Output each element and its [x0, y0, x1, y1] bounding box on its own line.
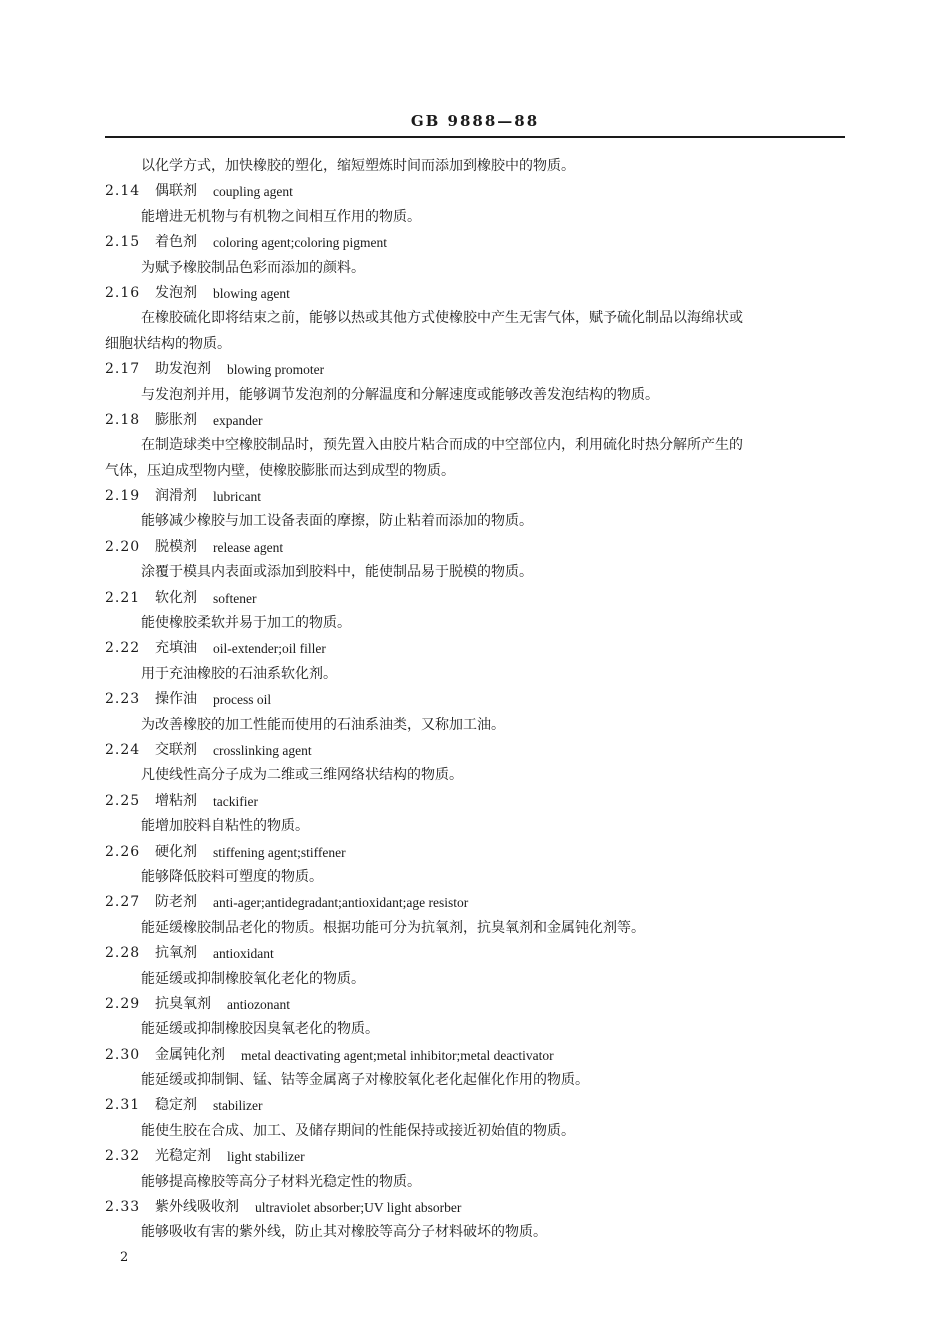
term-entry [105, 1093, 845, 1118]
term-chinese: 助发泡剂 [155, 361, 211, 378]
term-number: 2.14 [105, 183, 141, 200]
term-entry [105, 230, 845, 255]
term-number: 2.25 [105, 792, 141, 809]
term-number: 2.22 [105, 640, 141, 657]
term-chinese: 充填油 [155, 640, 197, 657]
term-definition: 能使生胶在合成、加工、及储存期间的性能保持或接近初始值的物质。 [141, 1122, 575, 1139]
term-list [105, 179, 845, 1245]
term-chinese: 交联剂 [155, 741, 197, 758]
term-number: 2.32 [105, 1148, 141, 1165]
term-chinese: 紫外线吸收剂 [155, 1199, 239, 1216]
term-chinese: 操作油 [155, 691, 197, 708]
term-definition: 与发泡剂并用，能够调节发泡剂的分解温度和分解速度或能够改善发泡结构的物质。 [141, 386, 659, 403]
term-definition: 用于充油橡胶的石油系软化剂。 [141, 665, 337, 682]
term-english: blowing agent [213, 285, 290, 301]
term-english: metal deactivating agent;metal inhibitor;metal deactivator [241, 1047, 554, 1063]
term-entry [105, 992, 845, 1017]
term-chinese: 硬化剂 [155, 843, 197, 860]
term-chinese: 金属钝化剂 [155, 1046, 225, 1063]
term-chinese: 增粘剂 [155, 792, 197, 809]
term-entry [105, 1195, 845, 1220]
term-definition: 能延缓橡胶制品老化的物质。根据功能可分为抗氧剂，抗臭氧剂和金属钝化剂等。 [141, 919, 645, 936]
term-definition: 能使橡胶柔软并易于加工的物质。 [141, 615, 351, 632]
term-definition: 涂覆于模具内表面或添加到胶料中，能使制品易于脱模的物质。 [141, 564, 533, 581]
term-chinese: 发泡剂 [155, 284, 197, 301]
term-entry [105, 840, 845, 865]
term-definition: 能延缓或抑制橡胶因臭氧老化的物质。 [141, 1021, 379, 1038]
term-english: crosslinking agent [213, 742, 312, 758]
term-english: blowing promoter [227, 362, 325, 378]
term-definition: 能够减少橡胶与加工设备表面的摩擦，防止粘着而添加的物质。 [141, 513, 533, 530]
term-entry [105, 281, 845, 306]
document-body [105, 154, 845, 1246]
term-chinese: 着色剂 [155, 234, 197, 251]
term-chinese: 抗臭氧剂 [155, 995, 211, 1012]
term-definition: 在橡胶硫化即将结束之前，能够以热或其他方式使橡胶中产生无害气体，赋予硫化制品以海绵状或 [141, 310, 743, 327]
term-chinese: 膨胀剂 [155, 411, 197, 428]
term-entry [105, 738, 845, 763]
term-english: oil-extender;oil filler [213, 641, 326, 657]
term-english: softener [213, 590, 257, 606]
term-number: 2.24 [105, 741, 141, 758]
term-chinese: 抗氧剂 [155, 945, 197, 962]
term-definition: 能增进无机物与有机物之间相互作用的物质。 [141, 208, 421, 225]
term-chinese: 软化剂 [155, 589, 197, 606]
term-number: 2.20 [105, 538, 141, 555]
term-english: light stabilizer [227, 1149, 305, 1165]
term-definition: 在制造球类中空橡胶制品时，预先置入由胶片粘合而成的中空部位内，利用硫化时热分解所产生的 [141, 437, 743, 454]
term-chinese: 光稳定剂 [155, 1148, 211, 1165]
term-entry [105, 586, 845, 611]
term-number: 2.26 [105, 843, 141, 860]
term-english: expander [213, 412, 263, 428]
term-entry [105, 687, 845, 712]
term-number: 2.29 [105, 995, 141, 1012]
term-entry [105, 789, 845, 814]
term-number: 2.30 [105, 1046, 141, 1063]
term-entry [105, 535, 845, 560]
header-rule [105, 136, 845, 138]
intro-text: 以化学方式，加快橡胶的塑化，缩短塑炼时间而添加到橡胶中的物质。 [141, 158, 575, 174]
term-definition: 凡使线性高分子成为二维或三维网络状结构的物质。 [141, 767, 463, 784]
term-chinese: 脱模剂 [155, 538, 197, 555]
term-english: anti-ager;antidegradant;antioxidant;age resistor [213, 895, 469, 911]
term-number: 2.21 [105, 589, 141, 606]
term-number: 2.27 [105, 894, 141, 911]
term-entry [105, 941, 845, 966]
term-definition: 能延缓或抑制铜、锰、钴等金属离子对橡胶氧化老化起催化作用的物质。 [141, 1072, 589, 1089]
term-definition: 能够吸收有害的紫外线，防止其对橡胶等高分子材料破坏的物质。 [141, 1224, 547, 1241]
term-definition: 能够提高橡胶等高分子材料光稳定性的物质。 [141, 1173, 421, 1190]
term-number: 2.15 [105, 234, 141, 251]
term-definition: 为赋予橡胶制品色彩而添加的颜料。 [141, 259, 365, 276]
term-english: ultraviolet absorber;UV light absorber [255, 1200, 462, 1216]
term-definition: 能延缓或抑制橡胶氧化老化的物质。 [141, 970, 365, 987]
term-definition: 气体，压迫成型物内壁，使橡胶膨胀而达到成型的物质。 [105, 462, 455, 479]
term-entry [105, 484, 845, 509]
term-english: coloring agent;coloring pigment [213, 235, 387, 251]
term-english: coupling agent [213, 184, 293, 200]
term-english: antioxidant [213, 946, 274, 962]
term-english: process oil [213, 692, 272, 708]
term-chinese: 防老剂 [155, 894, 197, 911]
page-number: 2 [120, 1250, 129, 1265]
term-entry [105, 1043, 845, 1068]
term-number: 2.17 [105, 361, 141, 378]
term-entry [105, 890, 845, 915]
term-entry [105, 1144, 845, 1169]
term-english: tackifier [213, 793, 258, 809]
term-definition: 能增加胶料自粘性的物质。 [141, 818, 309, 835]
term-definition: 为改善橡胶的加工性能而使用的石油系油类，又称加工油。 [141, 716, 505, 733]
term-number: 2.31 [105, 1097, 141, 1114]
term-chinese: 偶联剂 [155, 183, 197, 200]
term-english: stiffening agent;stiffener [213, 844, 346, 860]
term-english: stabilizer [213, 1098, 263, 1114]
document-header: GB 9888—88 [410, 112, 540, 130]
term-chinese: 稳定剂 [155, 1097, 197, 1114]
term-chinese: 润滑剂 [155, 488, 197, 505]
term-number: 2.28 [105, 945, 141, 962]
term-english: antiozonant [227, 996, 290, 1012]
term-definition: 能够降低胶料可塑度的物质。 [141, 868, 323, 885]
term-number: 2.33 [105, 1199, 141, 1216]
term-number: 2.16 [105, 284, 141, 301]
term-number: 2.23 [105, 691, 141, 708]
term-entry [105, 179, 845, 204]
term-number: 2.18 [105, 411, 141, 428]
term-entry [105, 408, 845, 433]
term-entry [105, 636, 845, 661]
term-english: lubricant [213, 489, 261, 505]
term-english: release agent [213, 539, 284, 555]
term-entry [105, 357, 845, 382]
term-definition: 细胞状结构的物质。 [105, 335, 231, 352]
term-number: 2.19 [105, 488, 141, 505]
